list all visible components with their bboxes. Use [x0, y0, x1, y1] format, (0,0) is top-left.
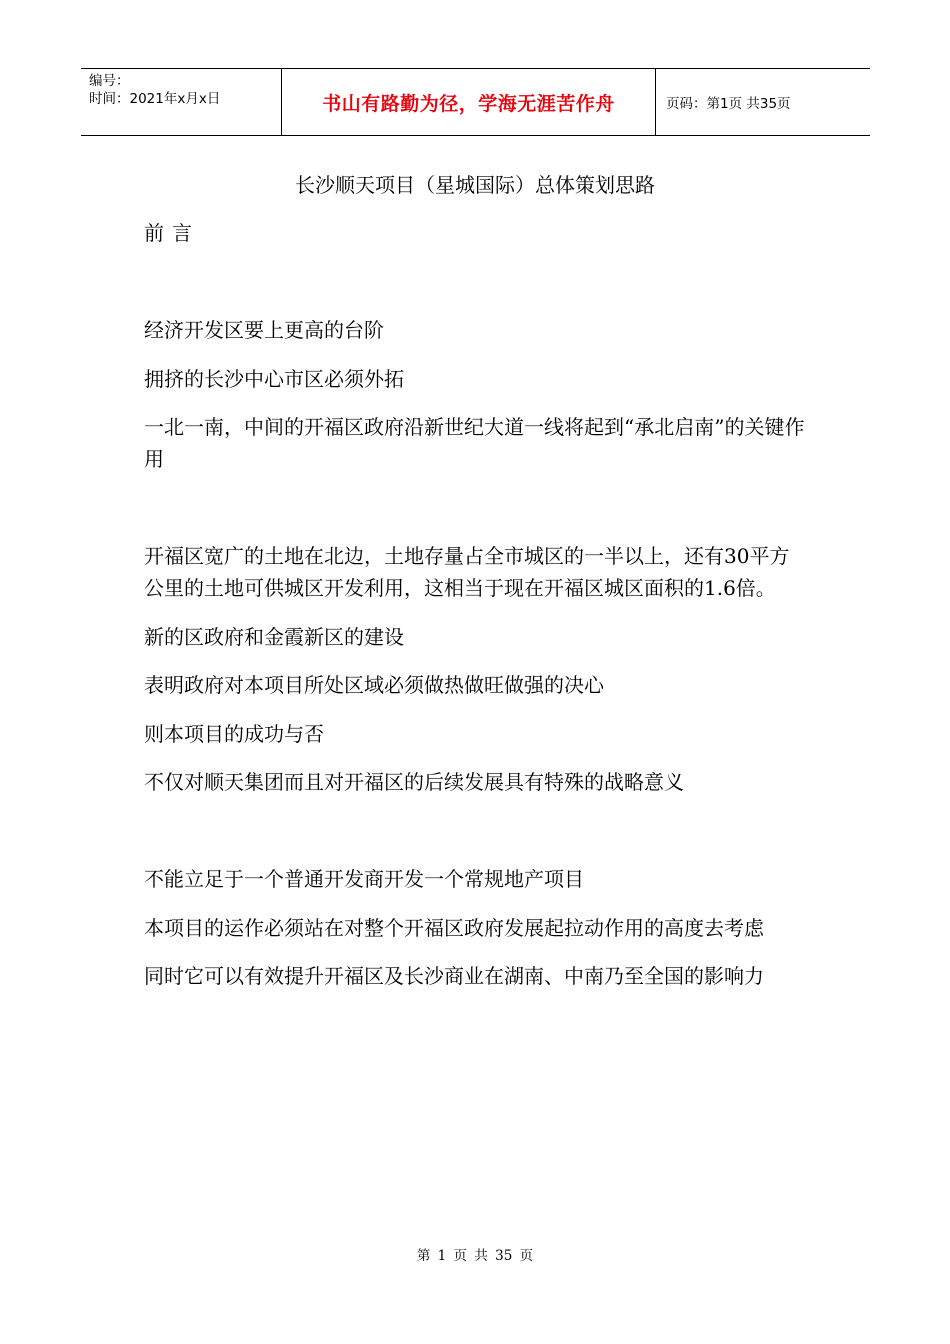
paragraph: 同时它可以有效提升开福区及长沙商业在湖南、中南乃至全国的影响力 [144, 964, 764, 988]
header-divider-left [281, 69, 282, 135]
blank-line [144, 815, 809, 864]
paragraph: 开福区宽广的土地在北边，土地存量占全市城区的一半以上，还有30平方公里的土地可供城区开发利用，这相当于现在开福区城区面积的1.6倍。 [144, 544, 790, 600]
number-label: 编号： [89, 73, 130, 89]
paragraph: 不能立足于一个普通开发商开发一个常规地产项目 [144, 867, 584, 891]
header-page-info: 页码：第1页 共35页 [666, 96, 791, 112]
paragraph: 一北一南，中间的开福区政府沿新世纪大道一线将起到“承北启南”的关键作用 [144, 415, 805, 471]
document-header [81, 68, 870, 136]
paragraph: 则本项目的成功与否 [144, 721, 324, 746]
page-footer: 第 1 页 共 35 页 [416, 1248, 534, 1264]
blank-line [144, 492, 809, 541]
paragraph: 不仅对顺天集团而且对开福区的后续发展具有特殊的战略意义 [144, 770, 684, 794]
time-label: 时间：2021年x月x日 [89, 91, 221, 107]
header-divider-right [655, 69, 656, 135]
paragraph: 经济开发区要上更高的台阶 [144, 318, 384, 342]
section-heading: 前言 [144, 221, 200, 245]
document-body [144, 217, 809, 1009]
blank-line [144, 266, 809, 315]
paragraph: 本项目的运作必须站在对整个开福区政府发展起拉动作用的高度去考虑 [144, 915, 764, 940]
header-slogan: 书山有路勤为径，学海无涯苦作舟 [322, 92, 615, 115]
paragraph: 拥挤的长沙中心市区必须外拓 [144, 366, 404, 391]
paragraph: 新的区政府和金霞新区的建设 [144, 624, 404, 649]
paragraph: 表明政府对本项目所处区域必须做热做旺做强的决心 [144, 673, 604, 697]
header-meta [81, 69, 281, 135]
document-title: 长沙顺天项目（星城国际）总体策划思路 [295, 173, 655, 197]
